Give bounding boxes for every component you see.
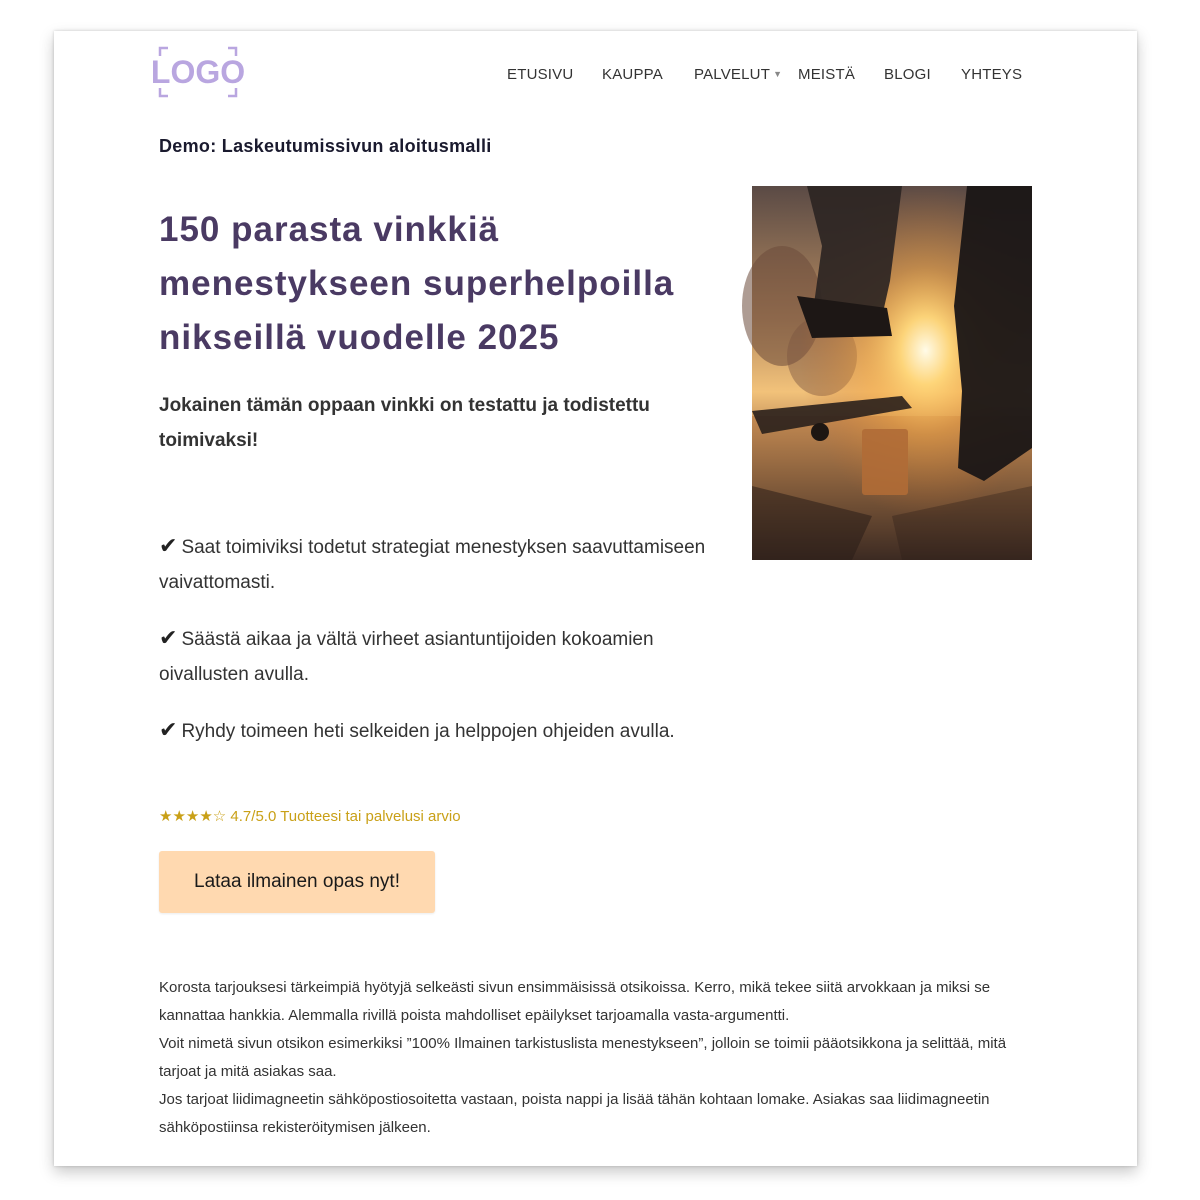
benefit-item <box>159 712 719 749</box>
main-nav <box>54 66 1137 86</box>
svg-text:LOGO: LOGO <box>150 54 246 90</box>
nav-item-yhteys[interactable]: YHTEYS <box>961 66 1023 83</box>
rating-text: 4.7/5.0 Tuotteesi tai palvelusi arvio <box>230 808 461 825</box>
body-paragraph: Korosta tarjouksesi tärkeimpiä hyötyjä selkeästi sivun ensimmäisissä otsikoissa. Kerro, mikä tekee siitä arvokkaan ja miksi se kannattaa hankkia. Alemmalla rivillä poista mahdolliset epäilykset tarjoamalla vasta-argumentti. <box>159 979 991 1024</box>
hero-image <box>752 186 1032 560</box>
benefit-text: Säästä aikaa ja vältä virheet asiantuntijoiden kokoamien oivallusten avulla. <box>159 629 654 685</box>
benefit-item <box>159 620 719 692</box>
benefit-list <box>159 528 719 769</box>
page-card <box>54 31 1137 1166</box>
nav-item-kauppa[interactable]: KAUPPA <box>602 66 663 83</box>
page-subheadline: Jokainen tämän oppaan vinkki on testattu ja todistettu toimivaksi! <box>159 395 650 451</box>
skateboarder-sunset-photo <box>752 186 1032 560</box>
demo-label: Demo: Laskeutumissivun aloitusmalli <box>159 136 492 156</box>
nav-item-meista[interactable]: MEISTÄ <box>798 66 856 83</box>
page-headline: 150 parasta vinkkiä menestykseen superhelpoilla nikseillä vuodelle 2025 <box>159 210 675 357</box>
benefit-item <box>159 528 719 600</box>
checkmark-icon: ✔ <box>159 533 178 558</box>
checkmark-icon: ✔ <box>159 625 178 650</box>
rating-stars-icon: ★★★★☆ <box>159 808 227 825</box>
caret-down-icon: ▼ <box>773 69 783 79</box>
body-paragraph: Voit nimetä sivun otsikon esimerkiksi ”100% Ilmainen tarkistuslista menestykseen”, jolloin se toimii pääotsikkona ja selittää, mitä tarjoat ja mitä asiakas saa. <box>159 1035 1007 1080</box>
benefit-text: Ryhdy toimeen heti selkeiden ja helppojen ohjeiden avulla. <box>181 721 675 742</box>
checkmark-icon: ✔ <box>159 717 178 742</box>
nav-item-blogi[interactable]: BLOGI <box>884 66 931 83</box>
nav-item-palvelut[interactable] <box>694 66 782 83</box>
body-copy <box>159 974 1039 1142</box>
body-paragraph: Jos tarjoat liidimagneetin sähköpostiosoitetta vastaan, poista nappi ja lisää tähän kohtaan lomake. Asiakas saa liidimagneetin sähköpostiinsa rekisteröitymisen jälkeen. <box>159 1091 990 1136</box>
nav-item-palvelut-label: PALVELUT <box>694 66 771 83</box>
download-guide-button[interactable]: Lataa ilmainen opas nyt! <box>159 851 435 913</box>
benefit-text: Saat toimiviksi todetut strategiat menestyksen saavuttamiseen vaivattomasti. <box>159 537 706 593</box>
rating <box>159 807 461 825</box>
nav-item-etusivu[interactable]: ETUSIVU <box>507 66 574 83</box>
